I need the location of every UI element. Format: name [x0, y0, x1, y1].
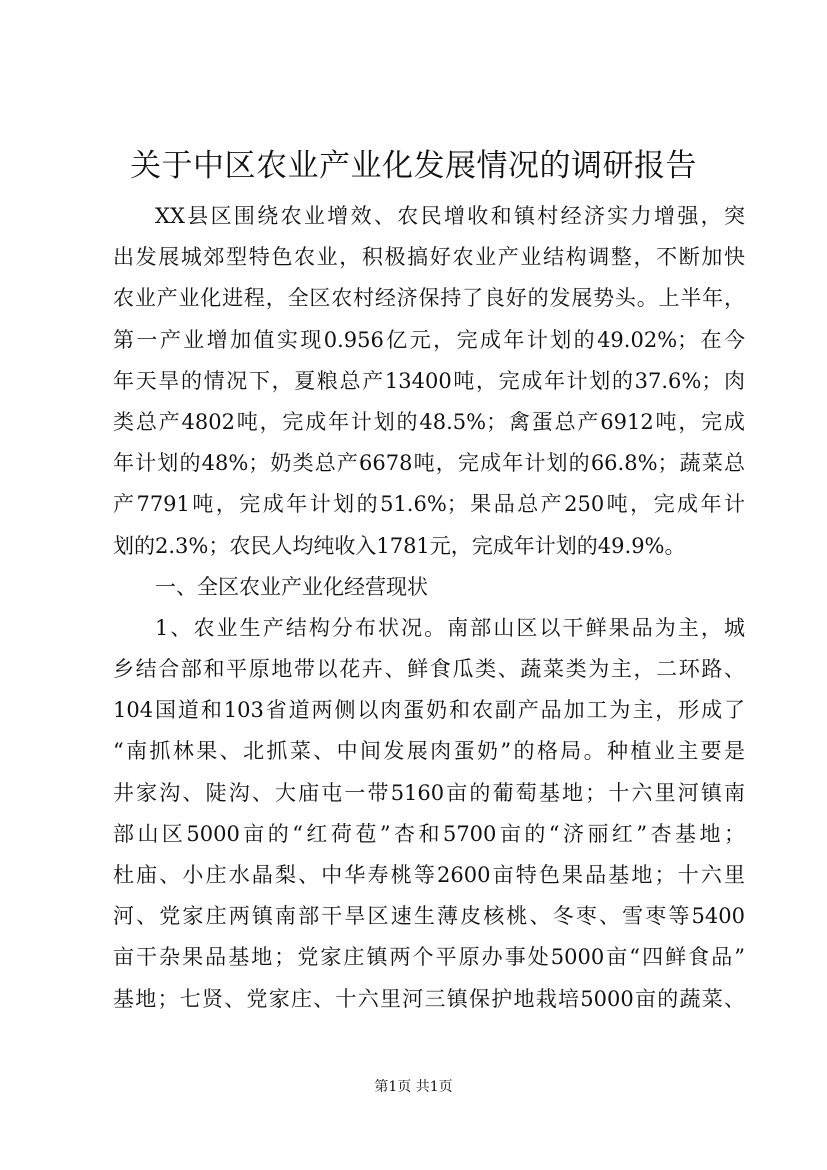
- body-line: 出发展城郊型特色农业，积极搞好农业产业结构调整，不断加快: [113, 245, 745, 270]
- body-line: 1、农业生产结构分布状况。南部山区以干鲜果品为主，城: [155, 615, 745, 640]
- body-line: 类总产4802吨，完成年计划的48.5%；禽蛋总产6912吨，完成: [113, 409, 745, 434]
- body-line: 农业产业化进程，全区农村经济保持了良好的发展势头。上半年，: [113, 286, 745, 311]
- body-line: “南抓林果、北抓菜、中间发展肉蛋奶”的格局。种植业主要是: [113, 739, 745, 764]
- body-line: 河、党家庄两镇南部干旱区速生薄皮核桃、冬枣、雪枣等5400: [113, 904, 745, 929]
- body-line: 产7791吨，完成年计划的51.6%；果品总产250吨，完成年计: [113, 492, 745, 517]
- document-body: [113, 196, 745, 1020]
- document-title: 关于中区农业产业化发展情况的调研报告: [130, 148, 697, 184]
- body-line: 井家沟、陡沟、大庙屯一带5160亩的葡萄基地；十六里河镇南: [113, 780, 745, 805]
- body-line: XX县区围绕农业增效、农民增收和镇村经济实力增强，突: [155, 204, 745, 228]
- body-line: 亩干杂果品基地；党家庄镇两个平原办事处5000亩“四鲜食品”: [113, 945, 745, 970]
- body-line: 104国道和103省道两侧以肉蛋奶和农副产品加工为主，形成了: [113, 698, 745, 723]
- body-line: 基地；七贤、党家庄、十六里河三镇保护地栽培5000亩的蔬菜、: [113, 986, 745, 1011]
- body-line: 划的2.3%；农民人均纯收入1781元，完成年计划的49.9%。: [113, 533, 686, 558]
- body-line: 部山区5000亩的“红荷苞”杏和5700亩的“济丽红”杏基地；: [113, 821, 745, 846]
- body-line: 乡结合部和平原地带以花卉、鲜食瓜类、蔬菜类为主，二环路、: [113, 657, 745, 682]
- body-line: 年天旱的情况下，夏粮总产13400吨，完成年计划的37.6%；肉: [113, 368, 745, 393]
- page-footer: 第1页 共1页: [374, 1079, 453, 1095]
- body-line: 年计划的48%；奶类总产6678吨，完成年计划的66.8%；蔬菜总: [113, 451, 745, 476]
- body-line: 第一产业增加值实现0.956亿元，完成年计划的49.02%；在今: [113, 327, 745, 352]
- section-heading: 一、全区农业产业化经营现状: [155, 574, 428, 599]
- body-line: 杜庙、小庄水晶梨、中华寿桃等2600亩特色果品基地；十六里: [113, 863, 745, 887]
